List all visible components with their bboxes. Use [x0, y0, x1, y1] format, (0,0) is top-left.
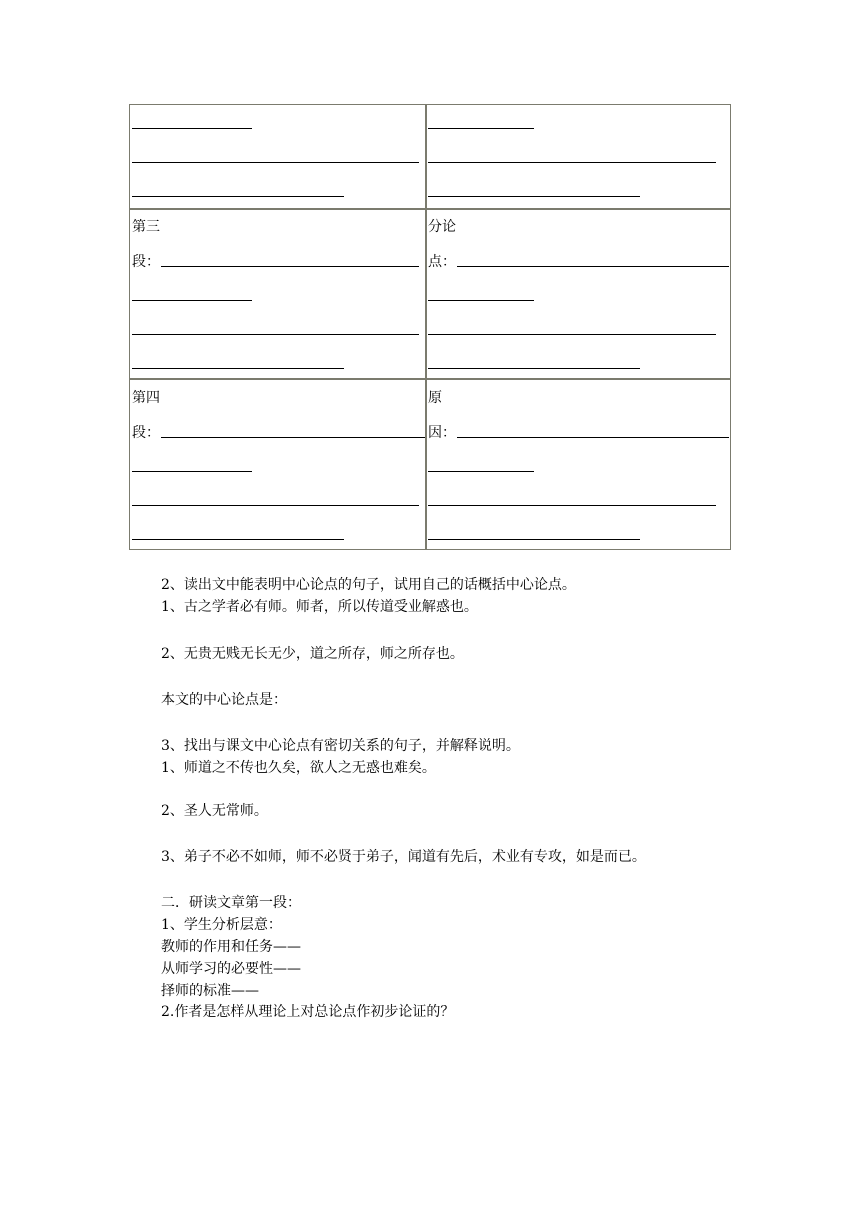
blank-line: [428, 128, 534, 129]
task-item: 1、学生分析层意：: [161, 917, 282, 933]
blank-line: [132, 539, 344, 540]
blank-line: [132, 128, 252, 129]
sentence-item: 1、古之学者必有师。师者，所以传道受业解惑也。: [161, 599, 478, 615]
blank-line: [132, 196, 344, 197]
sentence-item: 2、无贵无贱无长无少，道之所存，师之所存也。: [161, 646, 464, 662]
layer-item: 教师的作用和任务——: [161, 939, 301, 955]
blank-line: [132, 334, 419, 335]
table-column-divider: [425, 105, 427, 549]
task-item: 2.作者是怎样从理论上对总论点作初步论证的？: [161, 1004, 455, 1020]
blank-line: [132, 368, 344, 369]
row-label-right: 分论: [428, 219, 456, 235]
question-2: 2、读出文中能表明中心论点的句子，试用自己的话概括中心论点。: [161, 577, 576, 593]
blank-line: [161, 437, 425, 438]
blank-line: [428, 196, 640, 197]
blank-line: [428, 368, 640, 369]
sentence-item: 1、师道之不传也久矣，欲人之无惑也难矣。: [161, 760, 436, 776]
blank-line: [428, 334, 716, 335]
row-label-left: 第三: [132, 219, 160, 235]
central-argument-prompt: 本文的中心论点是：: [161, 692, 287, 708]
blank-line: [428, 505, 716, 506]
row-label-left: 第四: [132, 390, 160, 406]
table-row-divider: [130, 378, 730, 380]
sentence-item: 2、圣人无常师。: [161, 803, 268, 819]
blank-line: [132, 162, 419, 163]
sentence-item: 3、弟子不必不如师，师不必贤于弟子，闻道有先后，术业有专攻，如是而已。: [161, 849, 646, 865]
analysis-table: [129, 104, 731, 550]
blank-line: [161, 266, 419, 267]
layer-item: 择师的标准——: [161, 983, 259, 999]
question-3: 3、找出与课文中心论点有密切关系的句子，并解释说明。: [161, 738, 520, 754]
blank-line: [428, 471, 534, 472]
blank-line: [457, 437, 729, 438]
layer-item: 从师学习的必要性——: [161, 961, 301, 977]
row-suffix-left: 段：: [132, 425, 160, 441]
row-label-right: 原: [428, 390, 442, 406]
section-heading: 二．研读文章第一段：: [161, 895, 301, 911]
blank-line: [428, 300, 534, 301]
blank-line: [132, 505, 419, 506]
table-row-divider: [130, 208, 730, 210]
blank-line: [132, 300, 252, 301]
row-suffix-left: 段：: [132, 254, 160, 270]
blank-line: [428, 162, 716, 163]
blank-line: [428, 539, 640, 540]
row-suffix-right: 点：: [428, 254, 456, 270]
blank-line: [457, 266, 729, 267]
blank-line: [132, 471, 252, 472]
row-suffix-right: 因：: [428, 425, 456, 441]
